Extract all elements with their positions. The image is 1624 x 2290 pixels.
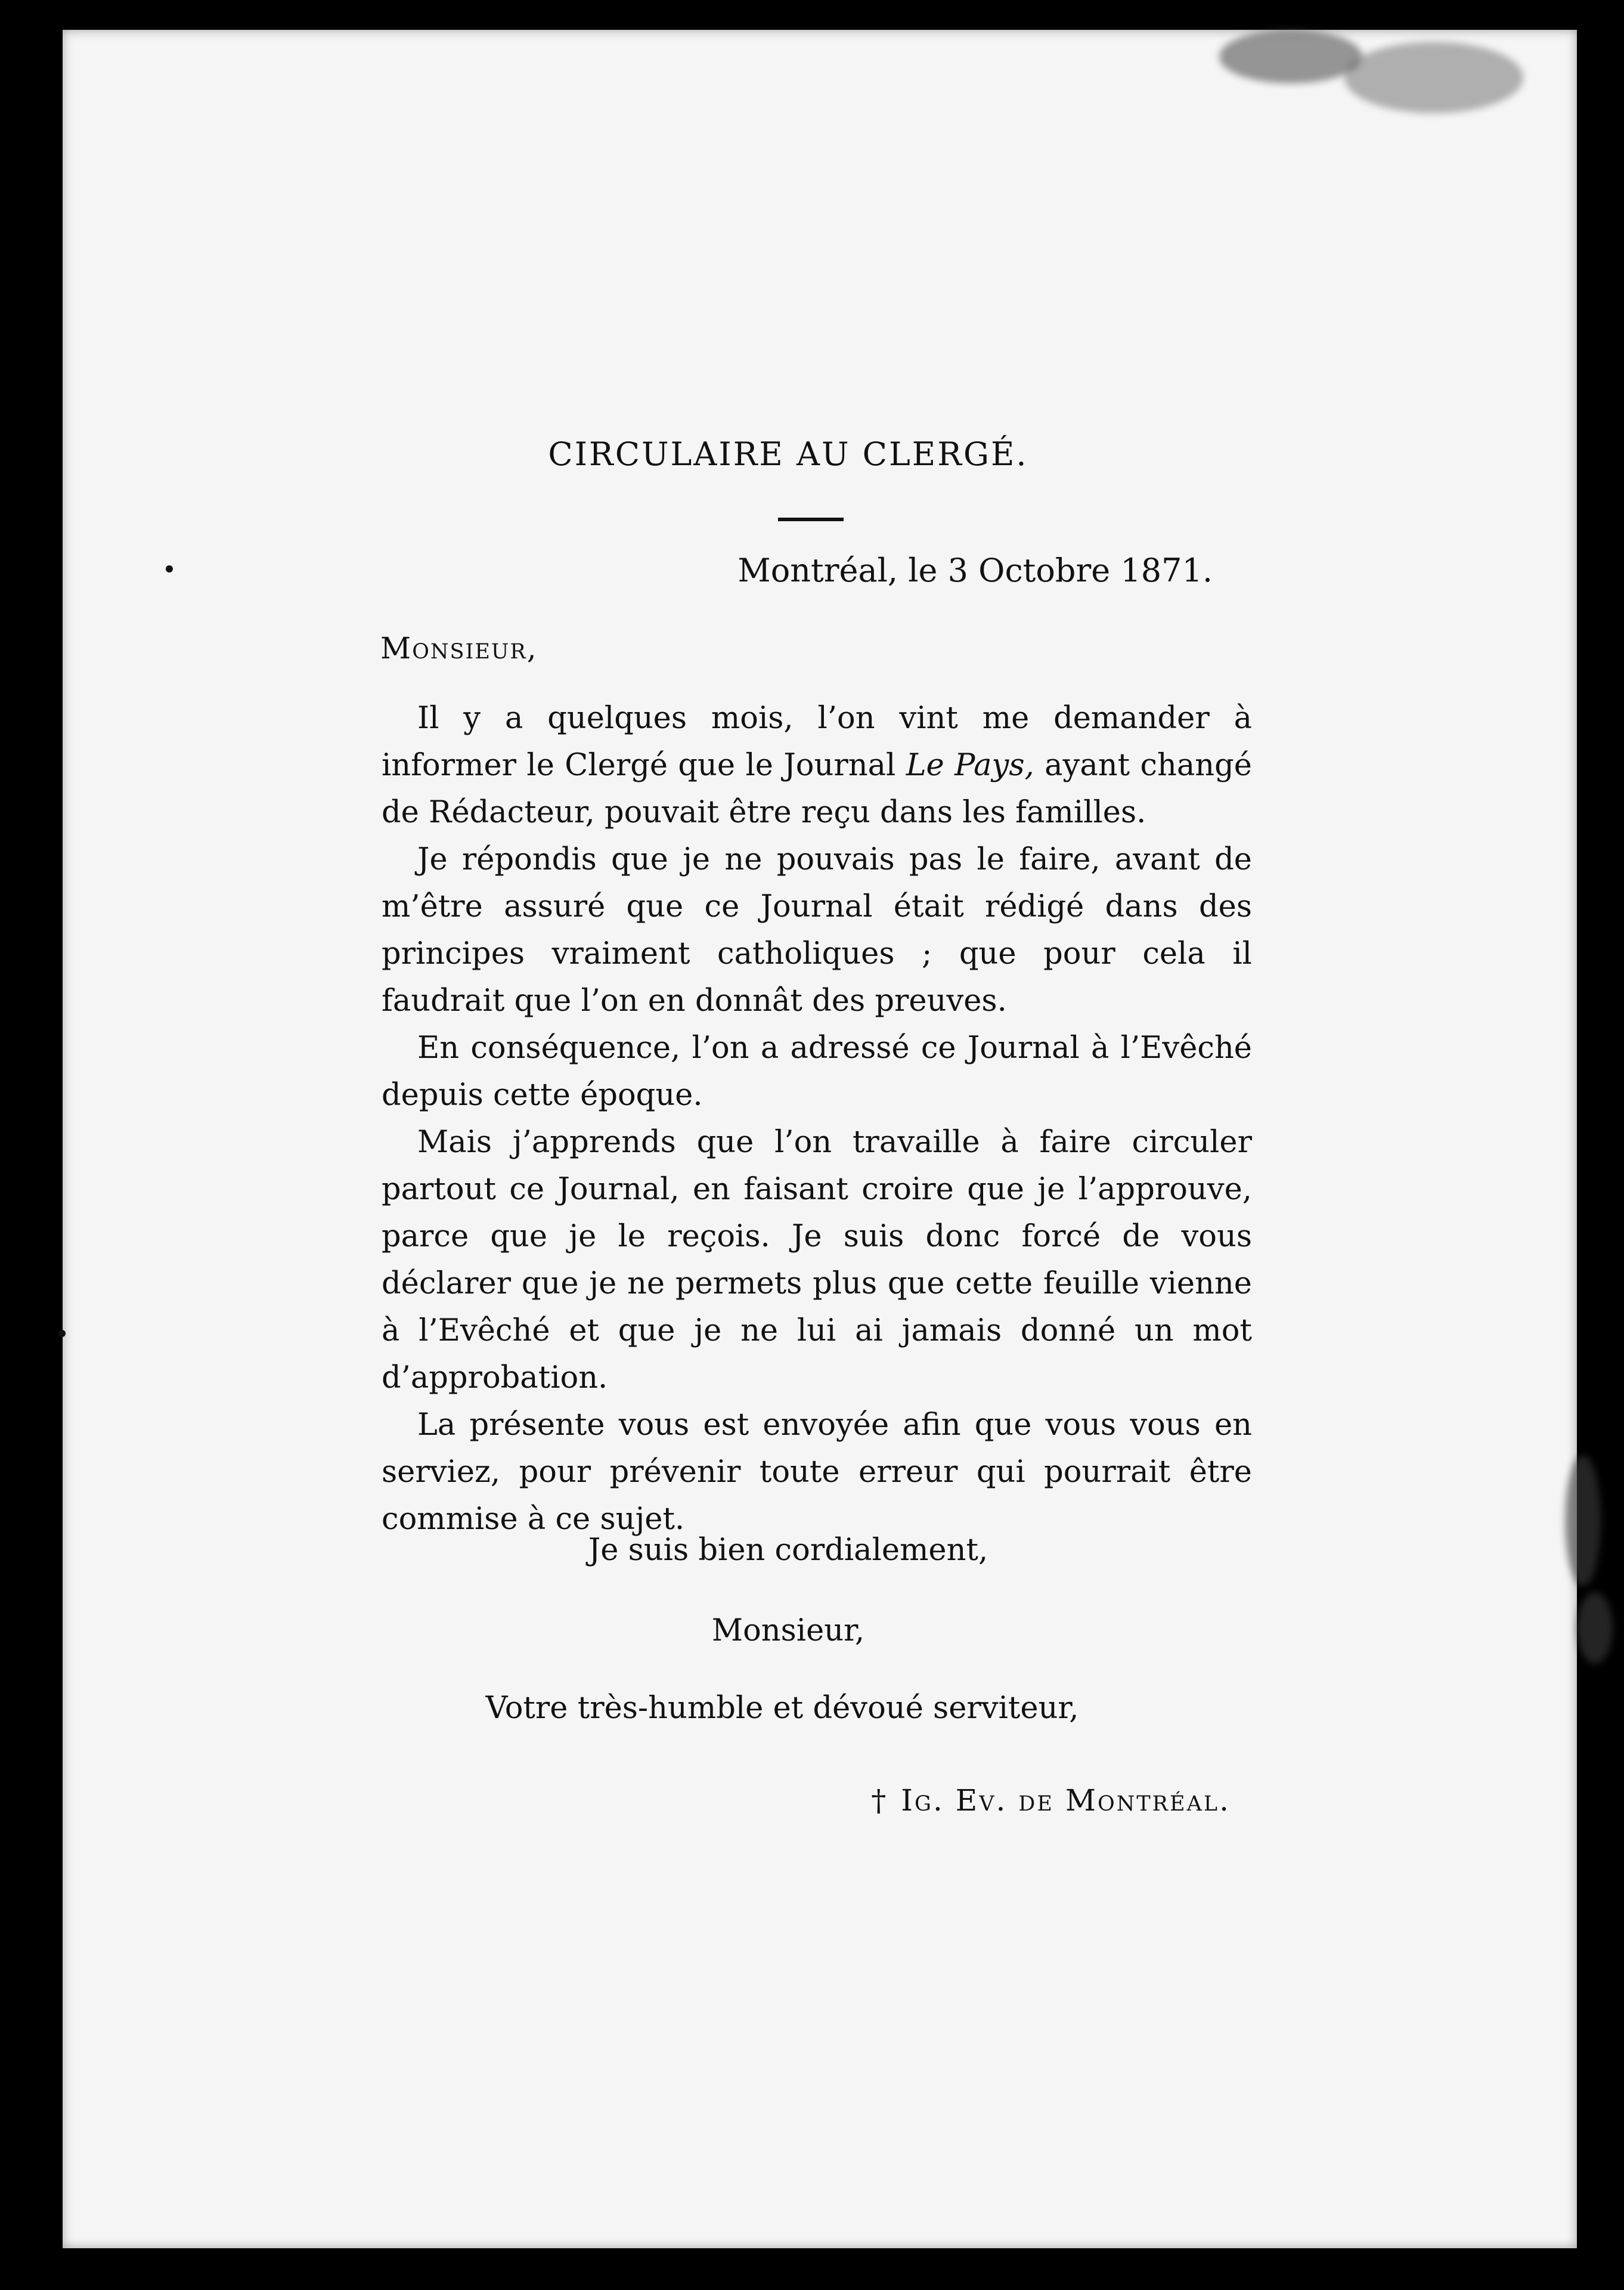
paragraph-4: Mais j’apprends que l’on travaille à faire circuler partout ce Journal, en faisant croire que je l’approuve, parce que je le reçois. Je suis donc forcé de vous déclarer que je ne permets plus que cette feuille vienne à l’Evêché et que je ne lui ai jamais donné un mot d’approbation. — [382, 1125, 1252, 1395]
signature-name: Ig. Ev. de Montréal. — [901, 1783, 1231, 1818]
paragraph-2: Je répondis que je ne pouvais pas le faire, avant de m’être assuré que ce Journal était rédigé dans des principes vraiment catholiques ; que pour cela il faudrait que l’on en donnât des preuves. — [382, 842, 1252, 1019]
signature — [871, 1783, 1231, 1818]
dateline: Montréal, le 3 Octobre 1871. — [737, 552, 1213, 589]
closing-line-2: Monsieur, — [711, 1613, 865, 1648]
journal-name: Le Pays, — [906, 748, 1034, 783]
closing-line-1: Je suis bien cordialement, — [588, 1533, 988, 1568]
paragraph-5: La présente vous est envoyée afin que vous vous en serviez, pour prévenir toute erreur qui pourrait être commise à ce sujet. — [382, 1407, 1252, 1537]
paragraph-3: En conséquence, l’on a adressé ce Journal à l’Evêché depuis cette époque. — [382, 1030, 1252, 1113]
title-divider — [778, 518, 844, 521]
cross-symbol: † — [871, 1783, 888, 1818]
document-title: CIRCULAIRE AU CLERGÉ. — [548, 435, 1028, 473]
ink-speck — [58, 1330, 66, 1337]
closing-line-3: Votre très-humble et dévoué serviteur, — [485, 1691, 1079, 1726]
ink-speck — [166, 565, 173, 572]
paragraph-1 — [382, 695, 1252, 836]
stain-mark — [1219, 30, 1362, 83]
paragraph-1-part-1: Il y a quelques mois, l’on vint me demander à informer le Clergé que le Journal — [382, 701, 1252, 783]
stain-mark — [1344, 42, 1523, 113]
paragraph-1-part-2: ayant changé de Rédacteur, pouvait être reçu dans les familles. — [382, 748, 1252, 830]
salutation: Monsieur, — [380, 631, 538, 666]
letter-body — [382, 695, 1252, 1543]
